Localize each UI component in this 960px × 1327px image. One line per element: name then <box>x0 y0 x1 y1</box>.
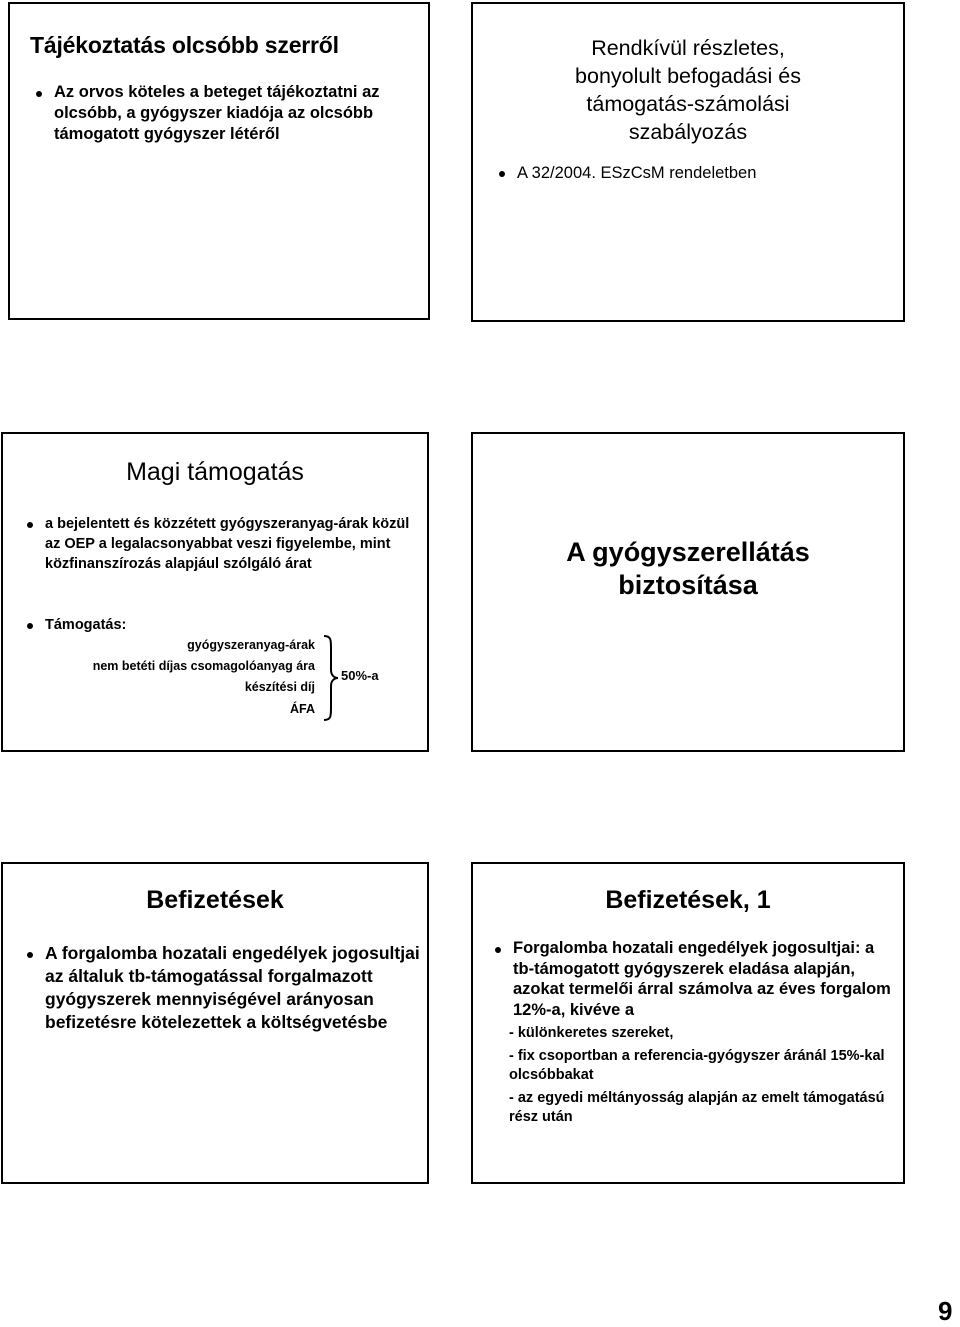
title-line: szabályozás <box>628 120 748 144</box>
slide-6 <box>471 862 905 1184</box>
sub-item: - fix csoportban a referencia-gyógyszer áránál 15%-kal olcsóbbakat <box>509 1048 885 1083</box>
title-line: Rendkívül részletes, <box>591 36 785 60</box>
slide-2 <box>471 2 905 322</box>
slide-title: Befizetések, 1 <box>605 886 771 914</box>
slide-3 <box>1 432 429 752</box>
title-line: támogatás-számolási <box>586 92 790 116</box>
bullet-item: a bejelentett és közzétett gyógyszeranyag-árak közül az OEP a legalacsonyabbat veszi figyelembe, mint közfinanszírozás alapjául szólgáló árat <box>23 514 425 574</box>
bullet-item: A 32/2004. ESzCsM rendeletben <box>495 162 905 184</box>
right-brace-icon <box>321 634 341 722</box>
slide-body <box>491 938 891 1127</box>
title-line: biztosítása <box>618 570 758 600</box>
slide-title <box>493 34 883 146</box>
percentage-label: 50%-a <box>341 668 379 683</box>
bullet-item: Támogatás: <box>23 615 425 635</box>
slide-title: Befizetések <box>146 886 284 914</box>
slide-title: Magi támogatás <box>126 458 304 486</box>
cost-item: gyógyszeranyag-árak <box>187 638 315 652</box>
bullet-item: Az orvos köteles a beteget tájékoztatni az olcsóbb, a gyógyszer kiadója az olcsóbb támogatott gyógyszer létéről <box>32 82 430 145</box>
page-number: 9 <box>938 1296 953 1326</box>
slide-title <box>473 536 903 602</box>
sub-item: - az egyedi méltányosság alapján az emelt támogatású rész után <box>509 1090 885 1125</box>
cost-item: készítési díj <box>244 680 315 694</box>
bullet-item: A forgalomba hozatali engedélyek jogosultjai az általuk tb-támogatással forgalmazott gyógyszerek mennyiségével arányosan befizetésre kötelezettek a költségvetésbe <box>23 942 429 1034</box>
cost-item: nem betéti díjas csomagolóanyag ára <box>92 659 315 673</box>
slide-5 <box>1 862 429 1184</box>
title-line: bonyolult befogadási és <box>575 64 801 88</box>
cost-item: ÁFA <box>290 702 315 716</box>
slide-4 <box>471 432 905 752</box>
slide-title: Tájékoztatás olcsóbb szerről <box>30 32 339 58</box>
title-line: A gyógyszerellátás <box>566 537 810 567</box>
sub-item: - különkeretes szereket, <box>509 1025 674 1041</box>
slide-1 <box>8 2 430 320</box>
bullet-item: Forgalomba hozatali engedélyek jogosultjai: a tb-támogatott gyógyszerek eladása alapján, azokat termelői árral számolva az éves forgalom 12%-a, kivéve a <box>491 938 891 1020</box>
